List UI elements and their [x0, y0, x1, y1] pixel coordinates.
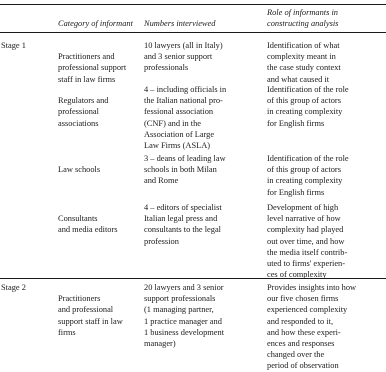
- category-text: Regulators and professional associations: [58, 96, 109, 128]
- category-cell: [58, 282, 142, 338]
- table-top-rule: [0, 4, 386, 5]
- category-cell: [58, 40, 142, 85]
- numbers-cell: 3 – deans of leading law schools in both Milan and Rome: [144, 154, 226, 186]
- numbers-cell: 10 lawyers (all in Italy) and 3 senior support professionals: [144, 41, 223, 73]
- stage-label: Stage 1: [1, 41, 26, 50]
- header-role: Role of informants in constructing analysis: [267, 8, 339, 29]
- numbers-cell: 4 – including officials in the Italian national pro- fessional association (CNF) and in the Association of Large Law Firms (ASLA): [144, 85, 227, 151]
- role-cell: Identification of the role of this group of actors in creating complexity for English firms: [267, 154, 349, 197]
- category-cell: [58, 153, 142, 175]
- stage-divider-rule: [0, 278, 386, 279]
- header-rule: [0, 32, 386, 33]
- category-text: Practitioners and professional support staff in law firms: [58, 52, 127, 84]
- header-category: Category of informant: [58, 19, 133, 28]
- header-numbers: Numbers interviewed: [144, 19, 216, 28]
- category-cell: [58, 84, 142, 129]
- role-cell: Provides insights into how our five chosen firms experienced complexity and responded to it, and how these experi- ences and responses changed over the period of observation: [267, 283, 357, 371]
- stage-label: Stage 2: [1, 283, 26, 292]
- role-cell: Development of high level narrative of how complexity had played out over time, and how the media itself contrib- uted to firms' experien- ces of complexity: [267, 203, 348, 280]
- numbers-cell: 4 – editors of specialist Italian legal press and consultants to the legal profession: [144, 203, 222, 246]
- category-cell: [58, 202, 142, 236]
- role-cell: Identification of the role of this group of actors in creating complexity for English firms: [267, 85, 349, 128]
- role-cell: Identification of what complexity meant in the case study context and what caused it: [267, 41, 341, 84]
- category-text: Consultants and media editors: [58, 214, 118, 235]
- numbers-cell: 20 lawyers and 3 senior support professionals (1 managing partner, 1 practice manager and 1 business development manager): [144, 283, 225, 349]
- category-text: Law schools: [58, 165, 101, 175]
- category-text: Practitioners and professional support staff in law firms: [58, 294, 123, 337]
